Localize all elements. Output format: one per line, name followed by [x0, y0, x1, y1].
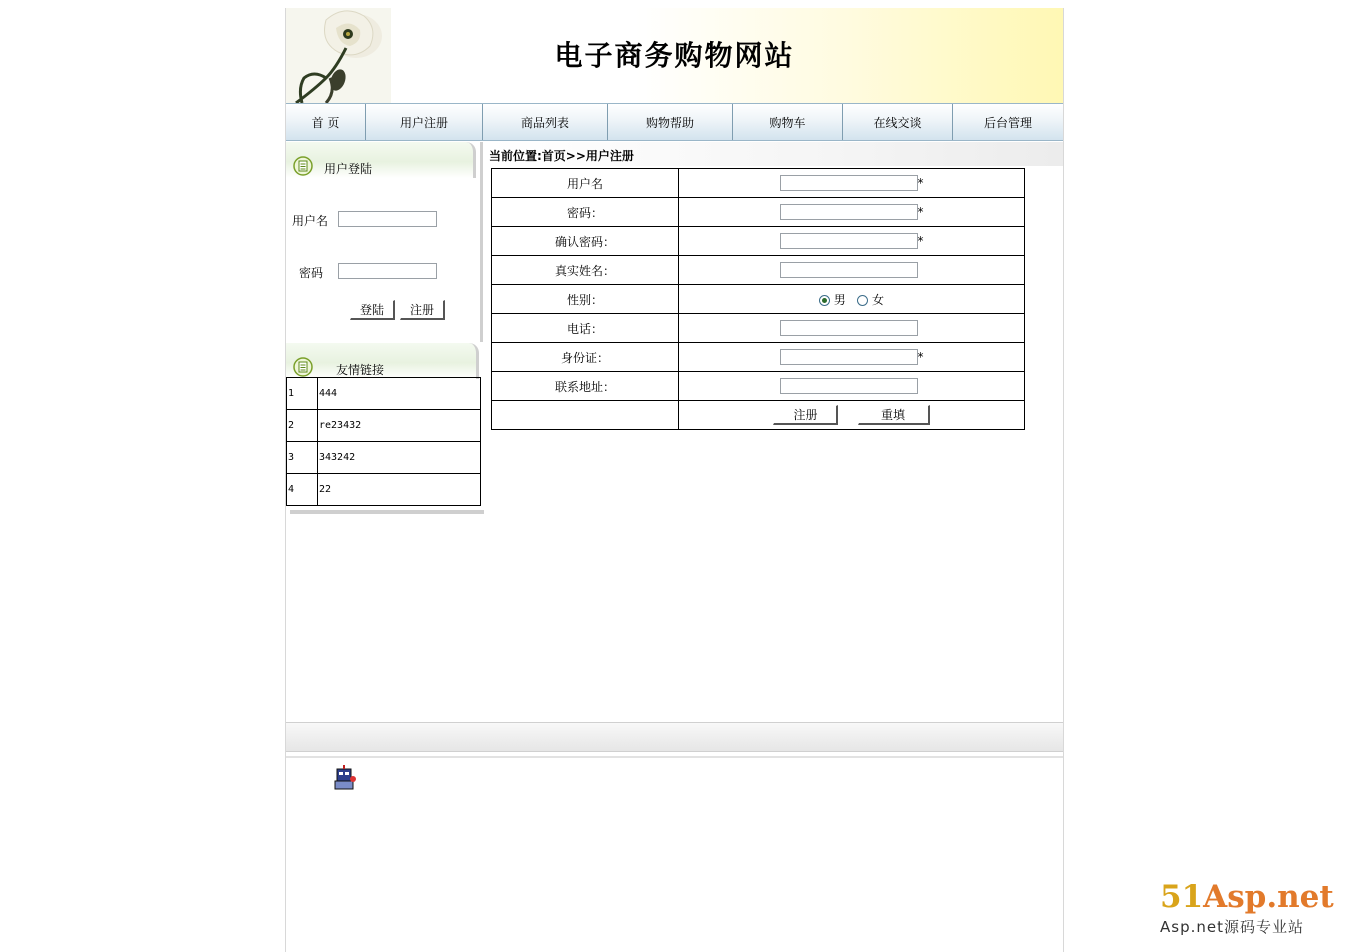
login-panel-title: 用户登陆 [324, 162, 373, 176]
site-title: 电子商务购物网站 [554, 39, 795, 72]
login-username-label: 用户名 [292, 214, 329, 228]
form-row-phone [492, 314, 1025, 343]
id-card-label: 身份证： [492, 343, 679, 372]
robot-icon [330, 765, 358, 791]
watermark-subtitle: Asp.net源码专业站 [1160, 918, 1304, 936]
form-row-actions [492, 401, 1025, 430]
nav-item-home[interactable]: 首 页 [286, 104, 366, 140]
notepad-icon [293, 357, 313, 377]
nav-item-admin[interactable]: 后台管理 [953, 104, 1063, 140]
panel-shadow [290, 510, 484, 514]
required-mark: * [917, 234, 924, 248]
password-label: 密码： [492, 198, 679, 227]
submit-register-button[interactable]: 注册 [773, 405, 838, 425]
username-label: 用户名 [492, 169, 679, 198]
table-row [287, 474, 481, 506]
username-input[interactable] [780, 175, 918, 191]
form-row-id-card [492, 343, 1025, 372]
nav-item-register[interactable]: 用户注册 [366, 104, 483, 140]
nav-item-cart[interactable]: 购物车 [733, 104, 843, 140]
confirm-password-input[interactable] [780, 233, 918, 249]
footer-divider [286, 756, 1063, 758]
friend-link[interactable]: 22 [318, 474, 481, 506]
gender-female-radio[interactable] [857, 295, 868, 306]
required-mark: * [917, 350, 924, 364]
reset-button[interactable]: 重填 [858, 405, 930, 425]
real-name-input[interactable] [780, 262, 918, 278]
footer-bar [286, 722, 1063, 752]
login-panel-header [286, 142, 476, 178]
form-row-address [492, 372, 1025, 401]
breadcrumb-text: 当前位置:首页>>用户注册 [489, 149, 634, 163]
gender-label: 性别： [492, 285, 679, 314]
confirm-password-label: 确认密码： [492, 227, 679, 256]
friend-link[interactable]: re23432 [318, 410, 481, 442]
link-index: 4 [287, 474, 318, 506]
gender-male-label: 男 [833, 292, 846, 307]
main-nav [286, 103, 1063, 141]
form-row-gender [492, 285, 1025, 314]
table-row [287, 410, 481, 442]
phone-label: 电话： [492, 314, 679, 343]
required-mark: * [917, 205, 924, 219]
password-input[interactable] [780, 204, 918, 220]
friend-links-panel [286, 343, 483, 495]
friend-link[interactable]: 444 [318, 378, 481, 410]
real-name-label: 真实姓名： [492, 256, 679, 285]
nav-item-shopping-help[interactable]: 购物帮助 [608, 104, 733, 140]
login-username-input[interactable] [338, 211, 437, 227]
phone-input[interactable] [780, 320, 918, 336]
gender-male-radio[interactable] [819, 295, 830, 306]
friend-link[interactable]: 343242 [318, 442, 481, 474]
address-input[interactable] [780, 378, 918, 394]
login-register-button[interactable]: 注册 [400, 300, 445, 320]
page-container [285, 8, 1064, 952]
required-mark: * [917, 176, 924, 190]
site-header [286, 8, 1063, 103]
form-row-password [492, 198, 1025, 227]
watermark-logo [1160, 880, 1335, 937]
login-password-input[interactable] [338, 263, 437, 279]
link-index: 1 [287, 378, 318, 410]
friend-links-title: 友情链接 [336, 363, 385, 377]
nav-item-product-list[interactable]: 商品列表 [483, 104, 608, 140]
friend-links-table [286, 377, 481, 506]
notepad-icon [293, 156, 313, 176]
id-card-input[interactable] [780, 349, 918, 365]
gender-female-label: 女 [872, 292, 885, 307]
link-index: 3 [287, 442, 318, 474]
login-password-label: 密码 [299, 266, 324, 280]
nav-item-online-chat[interactable]: 在线交谈 [843, 104, 953, 140]
breadcrumb [488, 142, 1063, 166]
register-form [491, 168, 1025, 430]
link-index: 2 [287, 410, 318, 442]
table-row [287, 378, 481, 410]
form-row-real-name [492, 256, 1025, 285]
login-panel [286, 142, 483, 342]
form-row-confirm-password [492, 227, 1025, 256]
form-row-username [492, 169, 1025, 198]
address-label: 联系地址： [492, 372, 679, 401]
watermark-brand: Asp.net [1203, 879, 1334, 915]
login-button[interactable]: 登陆 [350, 300, 395, 320]
table-row [287, 442, 481, 474]
friend-links-header [286, 343, 479, 379]
watermark-number: 51 [1160, 879, 1204, 915]
